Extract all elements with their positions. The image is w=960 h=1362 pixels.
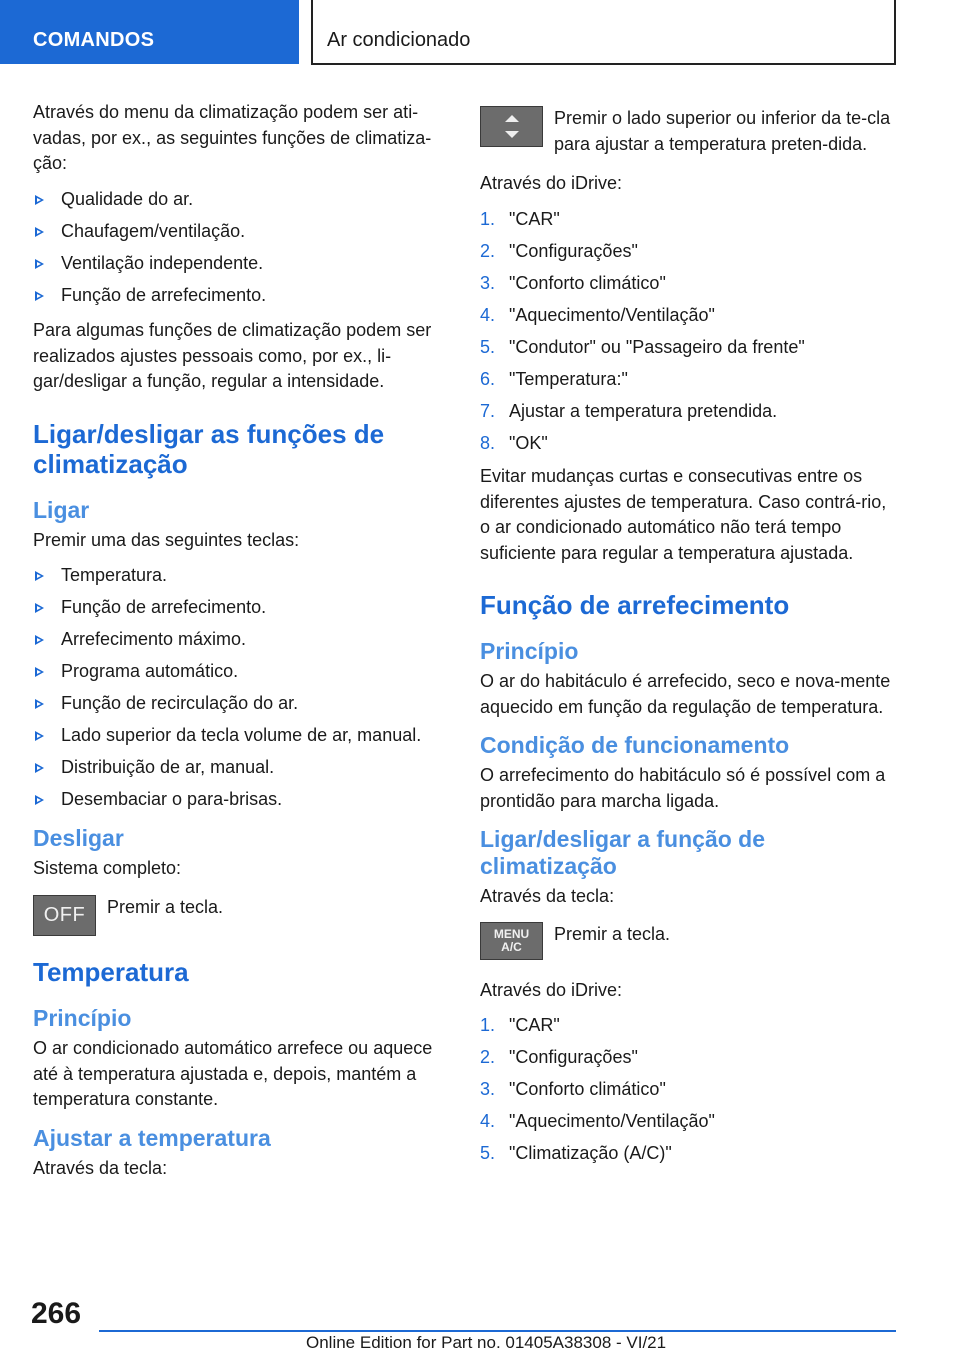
heading-ajustar: Ajustar a temperatura [33, 1124, 271, 1151]
chapter-header [311, 0, 896, 65]
heading-desligar: Desligar [33, 824, 124, 851]
list-item: Função de arrefecimento. [33, 283, 453, 309]
heading-ligar: Ligar [33, 496, 90, 523]
menu-key-text: Premir a tecla. [554, 923, 671, 944]
list-item: Programa automático. [33, 659, 453, 685]
desligar-paragraph: Sistema completo: [33, 857, 182, 878]
idrive-steps [480, 207, 900, 457]
heading-principio: Princípio [33, 1005, 132, 1031]
heading-ligar-desligar: Ligar/desligar as funções de climatização [33, 418, 385, 479]
list-item: 3. "Conforto climático" [480, 272, 666, 293]
principio-right-paragraph: O ar do habitáculo é arrefecido, seco e nova-mente aquecido em função da regulação de temperatura. [480, 671, 891, 717]
list-item: 2. "Configurações" [480, 1047, 638, 1067]
arrow-key-row [480, 106, 900, 157]
ligar-list [33, 563, 453, 813]
principio-paragraph: O ar condicionado automático arrefece ou aquece até à temperatura ajustada e, depois, mantém a temperatura constante. [33, 1038, 433, 1109]
avoid-changes-paragraph: Evitar mudanças curtas e consecutivas entre os diferentes ajustes de temperatura. Caso contrá-rio, o ar condicionado automático não terá tempo suficiente para regular a temperatura ajustada. [480, 466, 887, 563]
section-tab [0, 0, 299, 64]
list-item: Lado superior da tecla volume de ar, manual. [33, 723, 453, 749]
list-item: 7. Ajustar a temperatura pretendida. [480, 400, 778, 421]
heading-temperatura: Temperatura [33, 957, 189, 987]
list-item: Ventilação independente. [33, 251, 453, 277]
off-key-text: Premir a tecla. [107, 897, 224, 917]
arrow-key-text: Premir o lado superior ou inferior da te-cla para ajustar a temperatura preten-dida. [554, 108, 891, 154]
list-item: 1. "CAR" [480, 1015, 560, 1035]
heading-funcao-arrefecimento: Função de arrefecimento [480, 590, 790, 620]
intro-paragraph: Através do menu da climatização podem ser ati-vadas, por ex., as seguintes funções de climatiza-ção: [33, 102, 432, 173]
list-item: 5. "Climatização (A/C)" [480, 1143, 672, 1163]
menu-ac-key-icon: MENU A/C [480, 922, 543, 960]
ajustar-paragraph: Através da tecla: [33, 1157, 168, 1178]
list-item: 2. "Configurações" [480, 240, 638, 261]
tecla-label: Através da tecla: [480, 886, 615, 906]
heading-condicao: Condição de funcionamento [480, 732, 790, 758]
right-column [480, 106, 900, 1175]
idrive-steps-2 [480, 1013, 900, 1167]
heading-ligar-funcao: Ligar/desligar a função de climatização [480, 826, 766, 879]
personal-settings-paragraph: Para algumas funções de climatização podem ser realizados ajustes pessoais como, por ex., li-gar/desligar a função, regular a intensidade. [33, 320, 432, 391]
list-item: 6. "Temperatura:" [480, 368, 628, 389]
section-label: COMANDOS [33, 29, 155, 51]
off-key-row [33, 895, 453, 937]
list-item: 3. "Conforto climático" [480, 1079, 666, 1099]
off-key-icon: OFF [33, 895, 96, 936]
list-item: Distribuição de ar, manual. [33, 755, 453, 781]
list-item: Arrefecimento máximo. [33, 627, 453, 653]
left-column [33, 100, 453, 1191]
page-number: 266 [31, 1297, 82, 1330]
list-item: 5. "Condutor" ou "Passageiro da frente" [480, 336, 805, 357]
list-item: 4. "Aquecimento/Ventilação" [480, 1111, 715, 1131]
footer-edition: Online Edition for Part no. 01405A38308 - VI/21 [306, 1333, 667, 1352]
menu-key-row [480, 922, 900, 964]
heading-principio-right: Princípio [480, 638, 579, 664]
intro-list [33, 187, 453, 309]
list-item: 8. "OK" [480, 432, 548, 453]
temperature-arrows-icon [480, 106, 543, 147]
list-item: Chaufagem/ventilação. [33, 219, 453, 245]
list-item: Desembaciar o para-brisas. [33, 787, 453, 813]
list-item: Temperatura. [33, 563, 453, 589]
condicao-paragraph: O arrefecimento do habitáculo só é possível com a prontidão para marcha ligada. [480, 765, 886, 811]
ligar-paragraph: Premir uma das seguintes teclas: [33, 529, 300, 550]
list-item: Função de recirculação do ar. [33, 691, 453, 717]
list-item: 4. "Aquecimento/Ventilação" [480, 304, 715, 325]
footer-divider [99, 1330, 896, 1332]
list-item: Qualidade do ar. [33, 187, 453, 213]
idrive-label: Através do iDrive: [480, 173, 623, 193]
idrive-label-2: Através do iDrive: [480, 979, 623, 1000]
chapter-title: Ar condicionado [327, 29, 471, 51]
list-item: Função de arrefecimento. [33, 595, 453, 621]
list-item: 1. "CAR" [480, 208, 560, 229]
